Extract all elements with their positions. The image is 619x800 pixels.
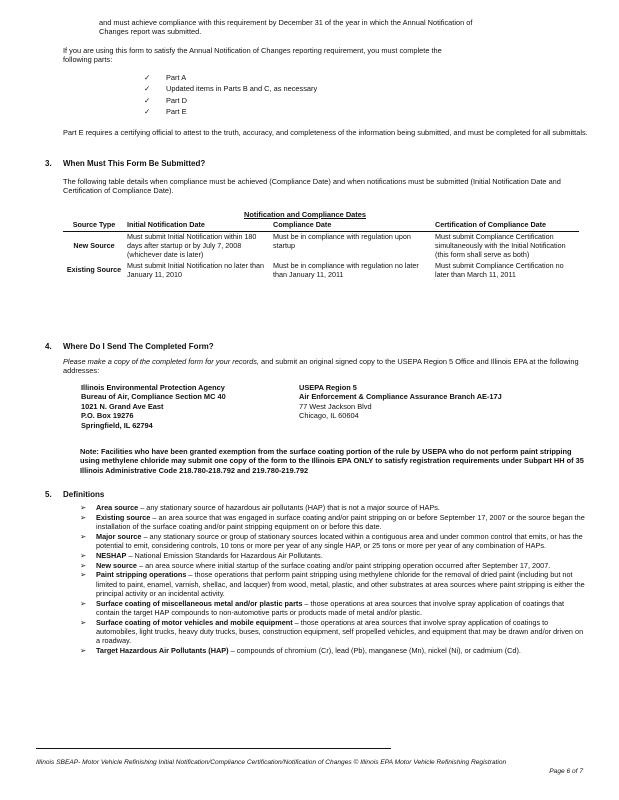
address-line: Bureau of Air, Compliance Section MC 40 [81,392,226,402]
checklist-label: Part E [166,107,187,116]
footer-divider [36,748,391,749]
section-4-heading: Where Do I Send The Completed Form? [63,342,214,351]
address-line: Springfield, IL 62794 [81,420,153,430]
definition-text: – any stationary source or group of stationary sources located within a contiguous area and under common control that emits, or has the potential to emit, considering controls, 10 tons or more per year of any single HAP, or 25 tons or more per year of any combination of HAPs. [96,531,583,550]
table-header-row [63,220,579,231]
section-3-intro: The following table details when compliance must be achieved (Compliance Date) and when notifications must be submitted (Initial Notification Date and Certification of Compliance Date). [63,177,561,196]
certification-cell: Must submit Compliance Certification no later than March 11, 2011 [435,260,564,279]
definition-item [80,646,588,655]
arrow-bullet-icon: ➢ [80,617,87,627]
definition-term: NESHAP [96,550,127,560]
address-line: 1021 N. Grand Ave East [81,401,164,411]
checklist-item [144,84,317,95]
checklist-label: Updated items in Parts B and C, as necessary [166,84,318,93]
definition-term: Surface coating of motor vehicles and mobile equipment [96,617,293,627]
section-5-number: 5. [45,490,52,499]
certification-cell: Must submit Compliance Certification simultaneously with the Initial Notification (this form shall serve as both) [435,231,566,259]
source-type-cell: New Source [73,240,115,250]
definition-term: New source [96,560,137,570]
section-4-intro-italic: Please make a copy of the completed form for your records, [63,357,259,366]
table-row [63,231,579,260]
notification-dates-table [63,220,579,280]
checklist-item [144,96,187,107]
arrow-bullet-icon: ➢ [80,645,87,655]
column-header: Source Type [63,220,125,231]
column-header: Certification of Compliance Date [433,220,579,231]
section-4-number: 4. [45,342,52,351]
definition-text: – an area source where initial startup of the surface coating and/or paint stripping operation occurred after September 17, 2007. [136,560,551,570]
arrow-bullet-icon: ➢ [80,570,87,580]
initial-notification-cell: Must submit Initial Notification within 180 days after startup or by July 7, 2008 (whichever date is later) [127,231,257,259]
definition-text: – those operations at area sources that involve spray application of coatings to automobiles, light trucks, heavy duty trucks, buses, construction equipment, self propelled vehicles, and equipment that may be drawn and/or driven on a roadway. [96,617,584,645]
footer-text: Illinois SBEAP- Motor Vehicle Refinishing Initial Notification/Compliance Certification/Notification of Changes © Illinois EPA Motor Vehicle Refinishing Registration [36,759,507,766]
part-e-note: Part E requires a certifying official to attest to the truth, accuracy, and completeness of the information being submitted, and must be completed for all submittals. [63,128,588,137]
definition-text: – those operations that perform paint stripping using methylene chloride for the removal of dried paint (including but not limited to paint, enamel, varnish, shellac, and lacquer) from wood, metal, plastic, and other substrates at area sources where paint stripping is either the principal activity or an incidental activity. [96,570,585,598]
initial-notification-cell: Must submit Initial Notification no later than January 11, 2010 [127,260,265,279]
compliance-date-cell: Must be in compliance with regulation no later than January 11, 2011 [273,260,419,279]
usepa-address [299,383,502,421]
address-line: Air Enforcement & Compliance Assurance Branch AE-17J [299,392,502,402]
definition-term: Existing source [96,512,151,522]
intro-line-1: and must achieve compliance with this requirement by December 31 of the year in which the Annual Notification of [99,18,473,27]
intro-line-2: Changes report was submitted. [99,27,202,36]
column-header: Initial Notification Date [125,220,271,231]
definition-item [80,503,588,512]
definition-item [80,561,588,570]
definition-item [80,551,588,560]
definition-term: Surface coating of miscellaneous metal and/or plastic parts [96,598,303,608]
definition-term: Target Hazardous Air Pollutants (HAP) [96,645,229,655]
intro-line-3: If you are using this form to satisfy the Annual Notification of Changes reporting requirement, you must complete the [63,46,442,55]
checklist-item [144,107,187,118]
address-line: USEPA Region 5 [299,383,357,392]
compliance-date-cell: Must be in compliance with regulation upon startup [273,231,411,250]
address-line: Illinois Environmental Protection Agency [81,383,225,392]
checklist-label: Part D [166,96,187,105]
definition-text: – National Emission Standards for Hazardous Air Pollutants. [126,550,323,560]
definition-item [80,570,588,598]
illinois-epa-address [81,383,226,430]
source-type-cell: Existing Source [66,265,122,275]
section-5-heading: Definitions [63,490,105,499]
intro-line-4: following parts: [63,55,113,64]
table-row [63,261,579,281]
arrow-bullet-icon: ➢ [80,560,87,570]
definitions-list [80,503,588,656]
definition-text: – compounds of chromium (Cr), lead (Pb), manganese (Mn), nickel (Ni), or cadmium (Cd). [228,645,521,655]
section-3-number: 3. [45,159,52,168]
checkmark-icon: ✓ [144,107,151,116]
arrow-bullet-icon: ➢ [80,503,87,512]
checklist-label: Part A [166,73,187,82]
column-header: Compliance Date [271,220,433,231]
arrow-bullet-icon: ➢ [80,550,87,560]
checkmark-icon: ✓ [144,84,151,93]
definition-term: Paint stripping operations [96,570,187,580]
definition-text: – any stationary source of hazardous air pollutants (HAP) that is not a major source of HAPs. [138,503,440,512]
definition-term: Area source [96,503,139,512]
checkmark-icon: ✓ [144,96,151,105]
section-4-intro-rest: and submit an original signed copy to the USEPA Region 5 Office and Illinois EPA at the following addresses: [63,357,579,376]
definition-text: – an area source that was engaged in surface coating and/or paint stripping on or before September 17, 2007 or the source began the installation of the surface coating and/or paint stripping equipment on or before this date. [96,512,585,531]
table-caption: Notification and Compliance Dates [244,210,366,219]
definition-text: – those operations at area sources that involve spray application of coatings that contain the target HAP compounds to non-automotive parts or products made of metal and/or plastic. [96,598,565,617]
section-3-heading: When Must This Form Be Submitted? [63,159,206,168]
definition-item [80,618,588,646]
arrow-bullet-icon: ➢ [80,512,87,522]
address-line: 77 West Jackson Blvd [299,401,372,411]
checkmark-icon: ✓ [144,73,151,82]
definition-item [80,513,588,531]
definition-item [80,599,588,617]
definition-term: Major source [96,531,142,541]
address-line: Chicago, IL 60604 [299,411,359,421]
definition-item [80,532,588,550]
arrow-bullet-icon: ➢ [80,598,87,608]
section-4-intro [63,357,591,376]
checklist-item [144,73,186,84]
arrow-bullet-icon: ➢ [80,531,87,541]
page-number: Page 6 of 7 [549,768,583,775]
address-line: P.O. Box 19276 [81,411,134,421]
exemption-note: Note: Facilities who have been granted exemption from the surface coating portion of the rule by USEPA who do not perform paint stripping using methylene chloride may submit one copy of the form to the Illinois EPA ONLY to satisfy registration requirements under Subpart HH of 35 Illinois Administrative Code 218.780-218.792 and 219.780-219.792 [80,447,584,475]
